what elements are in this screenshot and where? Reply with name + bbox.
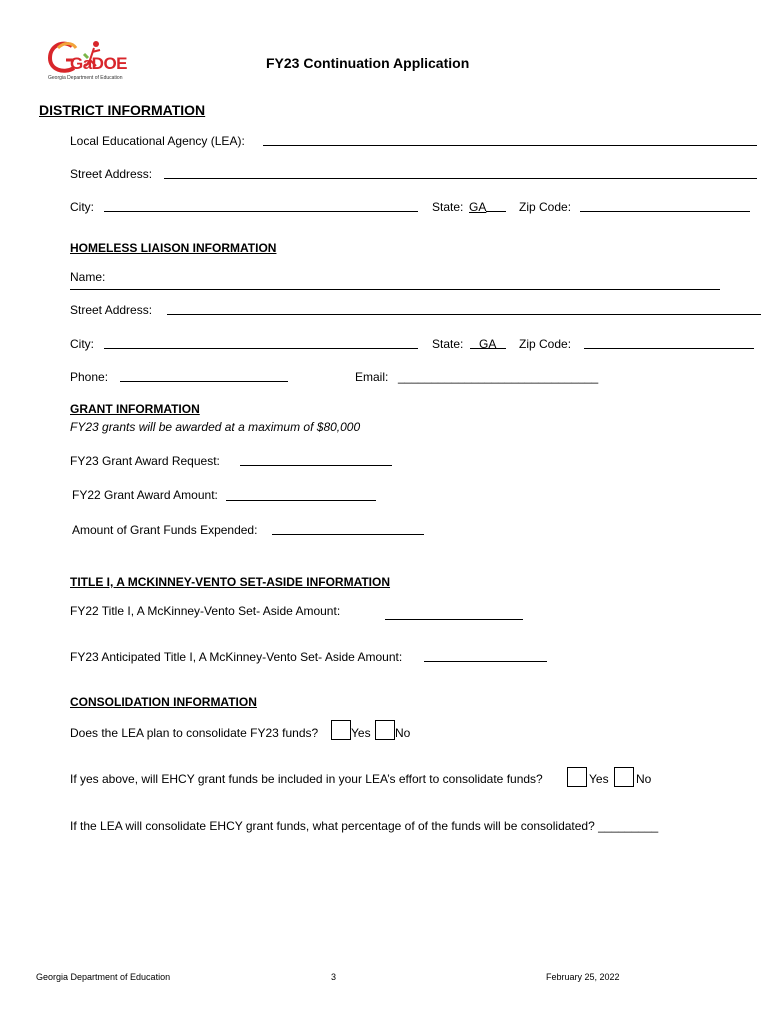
district-state-value[interactable]: GA [469, 200, 487, 214]
district-heading: DISTRICT INFORMATION [39, 102, 206, 118]
district-city-label: City: [70, 200, 94, 214]
district-zip-label: Zip Code: [519, 200, 572, 214]
q2-no-checkbox[interactable] [614, 767, 634, 787]
grant-expended-field[interactable] [272, 534, 424, 535]
liaison-zip-label: Zip Code: [519, 337, 572, 351]
q1-yes-label: Yes [351, 726, 371, 740]
grant-fy22-label: FY22 Grant Award Amount: [72, 488, 218, 502]
consolidation-q2: If yes above, will EHCY grant funds be included in your LEA’s effort to consolidate funds? [70, 772, 543, 786]
q1-no-label: No [395, 726, 411, 740]
q2-yes-checkbox[interactable] [567, 767, 587, 787]
grant-note: FY23 grants will be awarded at a maximum of $80,000 [70, 420, 361, 434]
q1-yes-checkbox[interactable] [331, 720, 351, 740]
liaison-name-field[interactable] [70, 289, 720, 290]
liaison-email-label: Email: [355, 370, 389, 384]
liaison-email-field[interactable]: ______________________________ [398, 370, 599, 384]
q2-yes-label: Yes [589, 772, 609, 786]
grant-heading: GRANT INFORMATION [70, 402, 200, 416]
gadoe-logo [44, 36, 140, 86]
liaison-state-label: State: [432, 337, 464, 351]
grant-request-field[interactable] [240, 465, 392, 466]
grant-expended-label: Amount of Grant Funds Expended: [72, 523, 258, 537]
district-street-field[interactable] [164, 178, 757, 179]
consolidation-q3[interactable]: If the LEA will consolidate EHCY grant funds, what percentage of of the funds will be consolidated? _________ [70, 819, 659, 833]
liaison-state-value[interactable]: GA [479, 337, 497, 351]
district-street-label: Street Address: [70, 167, 153, 181]
liaison-city-field[interactable] [104, 348, 418, 349]
grant-fy22-field[interactable] [226, 500, 376, 501]
page-title: FY23 Continuation Application [266, 55, 470, 71]
liaison-heading: HOMELESS LIAISON INFORMATION [70, 241, 277, 255]
lea-label: Local Educational Agency (LEA): [70, 134, 245, 148]
liaison-street-field[interactable] [167, 314, 761, 315]
footer-date: February 25, 2022 [546, 972, 620, 982]
liaison-zip-field[interactable] [584, 348, 754, 349]
district-zip-field[interactable] [580, 211, 750, 212]
logo-text: GaDOE [70, 54, 128, 73]
title1-fy22-field[interactable] [385, 619, 523, 620]
district-state-field [486, 211, 506, 212]
consolidation-q1: Does the LEA plan to consolidate FY23 funds? [70, 726, 319, 740]
district-state-label: State: [432, 200, 464, 214]
liaison-phone-label: Phone: [70, 370, 109, 384]
footer-left: Georgia Department of Education [36, 972, 171, 982]
logo-subtitle: Georgia Department of Education [48, 75, 123, 81]
title1-fy23-label: FY23 Anticipated Title I, A McKinney-Vento Set- Aside Amount: [70, 650, 403, 664]
liaison-city-label: City: [70, 337, 94, 351]
footer-page-number: 3 [331, 972, 337, 982]
grant-request-label: FY23 Grant Award Request: [70, 454, 220, 468]
title1-fy22-label: FY22 Title I, A McKinney-Vento Set- Aside Amount: [70, 604, 341, 618]
title1-heading: TITLE I, A MCKINNEY-VENTO SET-ASIDE INFORMATION [70, 575, 391, 589]
q2-no-label: No [636, 772, 652, 786]
consolidation-heading: CONSOLIDATION INFORMATION [70, 695, 257, 709]
q1-no-checkbox[interactable] [375, 720, 395, 740]
district-city-field[interactable] [104, 211, 418, 212]
liaison-name-label: Name: [70, 270, 106, 284]
title1-fy23-field[interactable] [424, 661, 547, 662]
liaison-street-label: Street Address: [70, 303, 153, 317]
liaison-phone-field[interactable] [120, 381, 288, 382]
lea-field[interactable] [263, 145, 757, 146]
